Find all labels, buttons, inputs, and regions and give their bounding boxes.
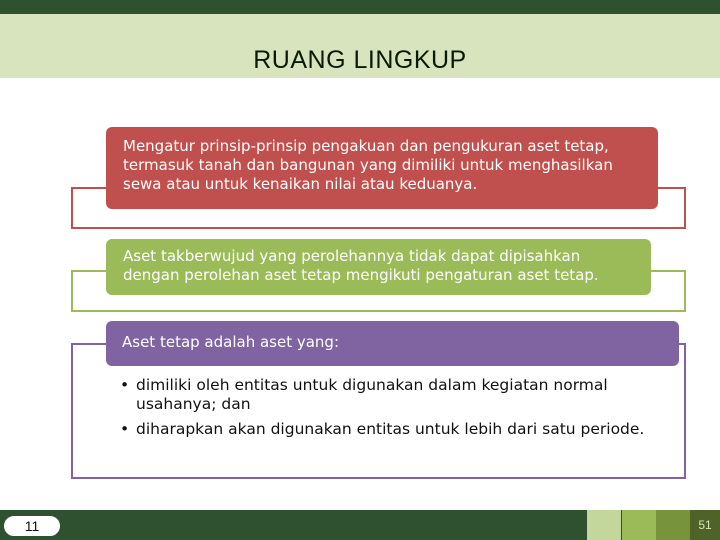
bullet-icon: • [120, 376, 130, 394]
bullet-item [120, 420, 660, 439]
bullet-text: diharapkan akan digunakan entitas untuk lebih dari satu periode. [136, 420, 645, 438]
bullet-text: dimiliki oleh entitas untuk digunakan dalam kegiatan normal usahanya; dan [136, 376, 608, 413]
bullet-list [120, 376, 660, 445]
slide-title: RUANG LINGKUP [253, 46, 467, 74]
footer-square-dark [656, 510, 690, 540]
scope-box-red: Mengatur prinsip-prinsip pengakuan dan pengukuran aset tetap, termasuk tanah dan bangunan yang dimiliki untuk menghasilkan sewa atau untuk kenaikan nilai atau keduanya. [106, 127, 658, 209]
footer-square-medium [622, 510, 656, 540]
footer-square-light [587, 510, 621, 540]
top-bar [0, 0, 720, 14]
bullet-item [120, 376, 660, 414]
scope-box-purple: Aset tetap adalah aset yang: [106, 321, 679, 366]
page-badge: 11 [3, 515, 61, 537]
scope-box-green: Aset takberwujud yang perolehannya tidak dapat dipisahkan dengan perolehan aset tetap mengikuti pengaturan aset tetap. [106, 239, 651, 295]
slide-number: 51 [690, 510, 720, 540]
bullet-icon: • [120, 420, 130, 438]
